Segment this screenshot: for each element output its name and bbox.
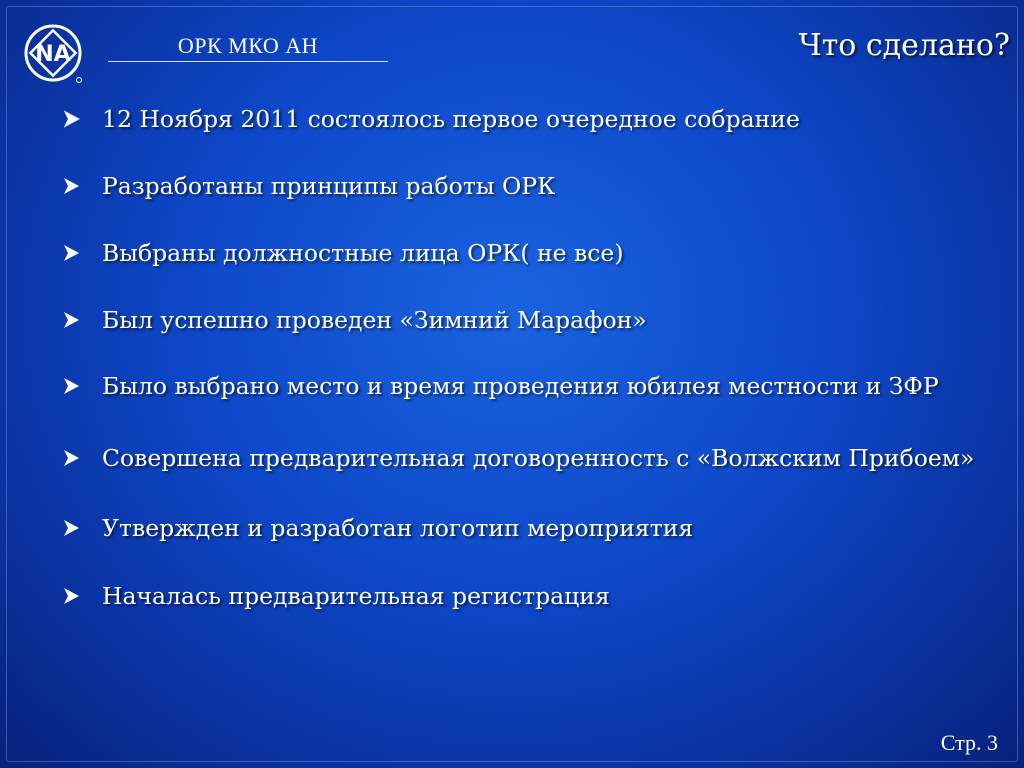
- bullet-item: [60, 171, 980, 202]
- bullet-text: Был успешно проведен «Зимний Марафон»: [102, 306, 647, 334]
- page-number: Стр. 3: [940, 730, 998, 755]
- arrow-bullet-icon: [60, 517, 82, 539]
- arrow-bullet-icon: [60, 242, 82, 264]
- bullet-item: [60, 104, 980, 135]
- bullet-item: [60, 513, 980, 544]
- bullet-text: Совершена предварительная договоренность с «Волжским Прибоем»: [102, 444, 975, 472]
- svg-text:NA: NA: [35, 42, 71, 67]
- arrow-bullet-icon: [60, 375, 82, 397]
- bullet-item: [60, 238, 980, 269]
- org-label: ОРК МКО АН: [108, 33, 388, 62]
- bullet-item: [60, 443, 980, 474]
- arrow-bullet-icon: [60, 447, 82, 469]
- arrow-bullet-icon: [60, 585, 82, 607]
- bullet-text: Утвержден и разработан логотип мероприятия: [102, 514, 694, 542]
- bullet-item: [60, 581, 980, 612]
- arrow-bullet-icon: [60, 175, 82, 197]
- slide-title: Что сделано?: [798, 28, 1010, 63]
- bullet-list: [60, 104, 980, 612]
- bullet-text: Началась предварительная регистрация: [102, 582, 610, 610]
- arrow-bullet-icon: [60, 309, 82, 331]
- bullet-item: [60, 371, 980, 402]
- arrow-bullet-icon: [60, 108, 82, 130]
- bullet-text: Было выбрано место и время проведения юбилея местности и ЗФР: [102, 372, 939, 400]
- bullet-text: Разработаны принципы работы ОРК: [102, 172, 556, 200]
- na-logo-icon: [22, 22, 86, 86]
- bullet-item: [60, 305, 980, 336]
- bullet-text: 12 Ноября 2011 состоялось первое очередное собрание: [102, 105, 800, 133]
- bullet-text: Выбраны должностные лица ОРК( не все): [102, 239, 624, 267]
